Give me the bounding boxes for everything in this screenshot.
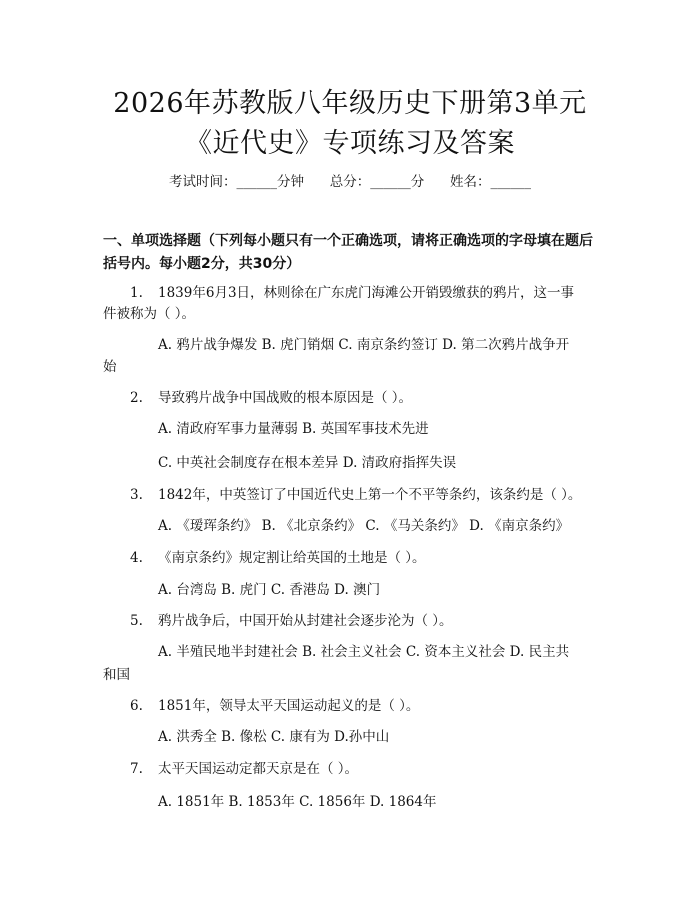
document-title: 2026年苏教版八年级历史下册第3单元《近代史》专项练习及答案	[113, 88, 587, 159]
question-stem-text: 《南京条约》规定割让给英国的土地是（ ）。	[158, 550, 426, 566]
question-stem-text: 1842年，中英签订了中国近代史上第一个不平等条约，该条约是（ ）。	[158, 487, 582, 503]
question-3-options: A. 《瑷珲条约》 B. 《北京条约》 C. 《马关条约》 D. 《南京条约》	[158, 518, 570, 534]
question-5-options: A. 半殖民地半封建社会 B. 社会主义社会 C. 资本主义社会 D. 民主共	[158, 644, 570, 660]
question-number: 3.	[130, 487, 143, 503]
question-1-stem	[130, 281, 574, 301]
question-2-options-row-1: A. 清政府军事力量薄弱 B. 英国军事技术先进	[158, 421, 429, 437]
section-heading: 一、单项选择题（下列每小题只有一个正确选项，请将正确选项的字母填在题后括号内。每小题2分，共30分）	[103, 233, 593, 272]
question-stem-text: 1851年，领导太平天国运动起义的是（ ）。	[158, 698, 420, 714]
question-number: 7.	[130, 761, 143, 777]
question-stem-text: 1839年6月3日，林则徐在广东虎门海滩公开销毁缴获的鸦片，这一事	[158, 285, 575, 301]
question-1-options-continued: 始	[103, 359, 117, 375]
question-number: 4.	[130, 550, 143, 566]
question-2-stem	[130, 386, 412, 406]
question-number: 5.	[130, 613, 143, 629]
question-5-stem	[130, 609, 453, 629]
question-5-options-continued: 和国	[103, 667, 130, 683]
question-stem-text: 鸦片战争后，中国开始从封建社会逐步沦为（ ）。	[158, 613, 453, 629]
question-7-options: A. 1851年 B. 1853年 C. 1856年 D. 1864年	[158, 794, 437, 810]
question-2-options-row-2: C. 中英社会制度存在根本差异 D. 清政府指挥失误	[158, 455, 457, 471]
question-7-stem	[130, 757, 358, 777]
question-number: 1.	[130, 285, 143, 301]
question-number: 6.	[130, 698, 143, 714]
question-stem-text: 太平天国运动定都天京是在（ ）。	[158, 761, 359, 777]
question-4-stem	[130, 546, 426, 566]
question-6-options: A. 洪秀全 B. 像松 C. 康有为 D.孙中山	[158, 729, 390, 745]
question-1-options: A. 鸦片战争爆发 B. 虎门销烟 C. 南京条约签订 D. 第二次鸦片战争开	[158, 337, 570, 353]
question-number: 2.	[130, 390, 143, 406]
question-4-options: A. 台湾岛 B. 虎门 C. 香港岛 D. 澳门	[158, 582, 381, 598]
question-stem-text: 导致鸦片战争中国战败的根本原因是（ ）。	[158, 390, 413, 406]
question-3-stem	[130, 483, 581, 503]
question-6-stem	[130, 694, 419, 714]
question-1-stem-continued: 件被称为（ ）。	[103, 306, 196, 322]
exam-info-line: 考试时间：______分钟 总分：______分 姓名：______	[169, 174, 531, 190]
